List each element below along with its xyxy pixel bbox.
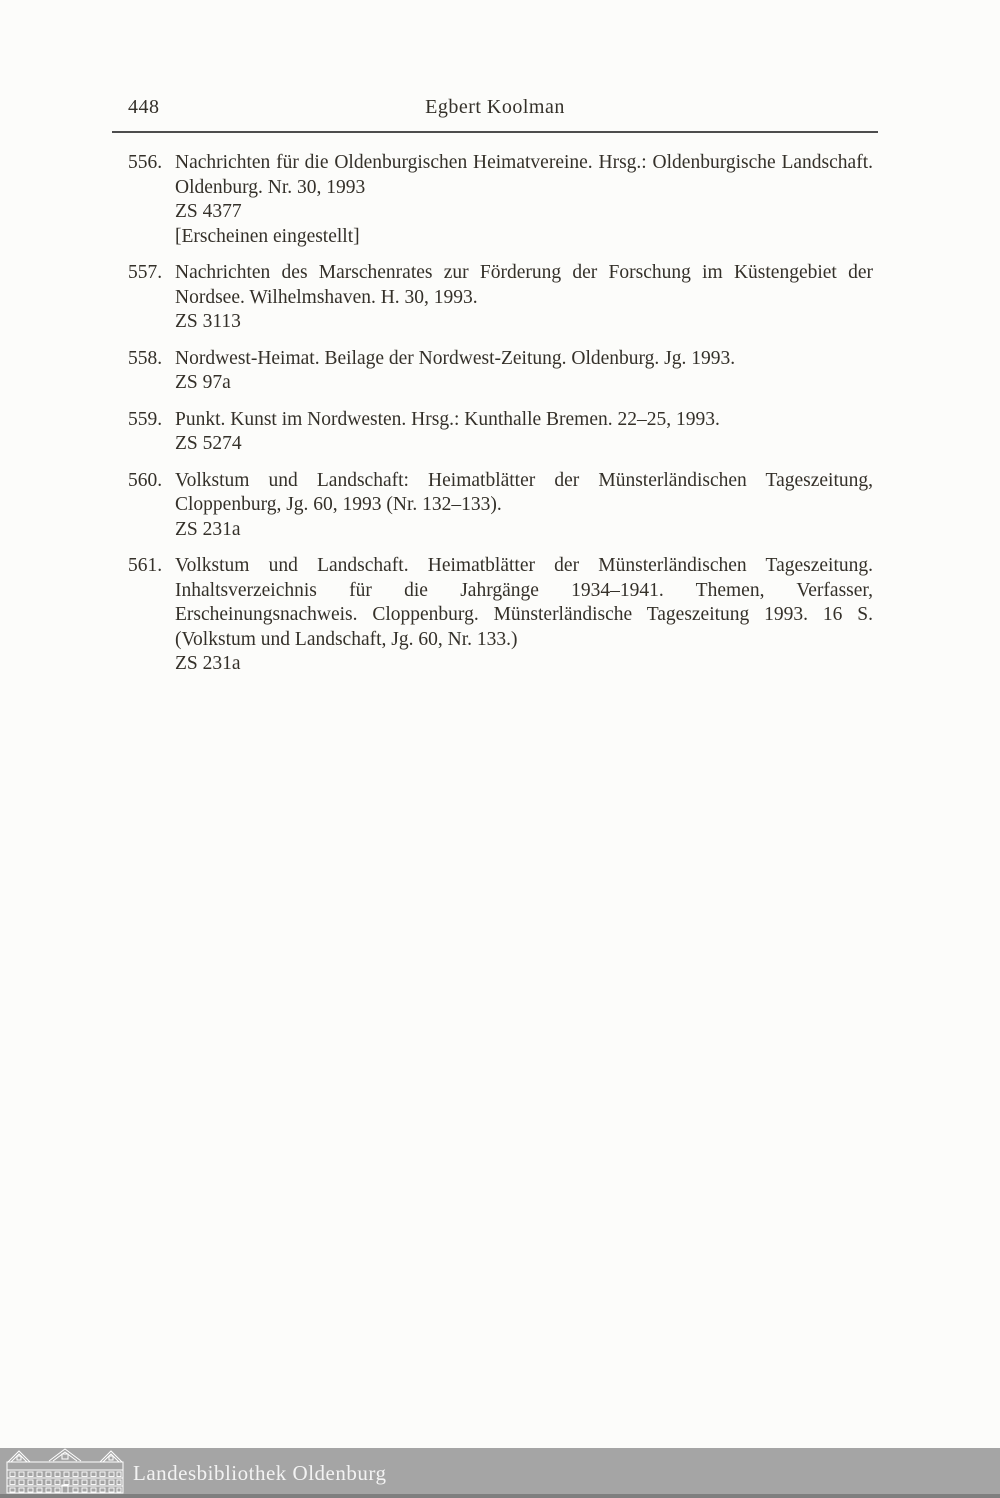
page-header: [112, 96, 878, 133]
bibliography-entry: [128, 151, 873, 249]
entry-shelfmark: ZS 5274: [175, 433, 242, 454]
bibliography-entry: [128, 347, 873, 396]
entry-number: 561.: [128, 555, 163, 576]
entry-citation: Nordwest-Heimat. Beilage der Nordwest-Zeitung. Oldenburg. Jg. 1993.: [175, 347, 736, 369]
entry-shelfmark: ZS 3113: [175, 311, 241, 332]
library-building-icon: [5, 1448, 125, 1494]
entry-body: [175, 554, 873, 677]
library-name-label: Landesbibliothek Oldenburg: [133, 1461, 387, 1485]
bibliography-entry: [128, 554, 873, 677]
entry-number: 559.: [128, 408, 163, 430]
entry-number: 556.: [128, 152, 163, 173]
entry-shelfmark: ZS 231a: [175, 653, 241, 674]
entry-number: 560.: [128, 469, 163, 491]
entry-note: [Erscheinen eingestellt]: [175, 225, 360, 247]
entry-shelfmark: ZS 231a: [175, 518, 241, 540]
bibliography-entry: [128, 261, 873, 335]
bibliography-entry: [128, 408, 873, 457]
entry-citation: Nachrichten für die Oldenburgischen Heimatvereine. Hrsg.: Oldenburgische Landschaft. Oldenburg. Nr. 30, 1993: [175, 152, 873, 198]
page-number: 448: [128, 96, 160, 118]
bibliography-entry: [128, 469, 873, 543]
bibliography-list: [128, 151, 873, 689]
library-footer-bar: [0, 1448, 1000, 1498]
entry-shelfmark: ZS 4377: [175, 201, 242, 222]
entry-citation: Volkstum und Landschaft: Heimatblätter der Münsterländischen Tageszeitung, Cloppenburg, Jg. 60, 1993 (Nr. 132–133).: [175, 469, 873, 515]
entry-citation: Punkt. Kunst im Nordwesten. Hrsg.: Kunthalle Bremen. 22–25, 1993.: [175, 408, 720, 430]
header-row: [112, 96, 878, 120]
entry-citation: Volkstum und Landschaft. Heimatblätter der Münsterländischen Tageszeitung. Inhaltsverzeichnis für die Jahrgänge 1934–1941. Themen, Verfasser, Erscheinungsnachweis. Cloppenburg. Münsterländische Tageszeitung 1993. 16 S. (Volkstum und Landschaft, Jg. 60, Nr. 133.): [175, 555, 873, 650]
entry-citation: Nachrichten des Marschenrates zur Förderung der Forschung im Küstengebiet der Nordsee. Wilhelmshaven. H. 30, 1993.: [175, 262, 873, 308]
running-title: Egbert Koolman: [425, 96, 565, 118]
footer-bottom-strip: [0, 1494, 1000, 1498]
entry-body: [175, 347, 873, 396]
entry-body: [175, 408, 873, 457]
entry-shelfmark: ZS 97a: [175, 372, 231, 393]
entry-body: [175, 469, 873, 543]
entry-body: [175, 261, 873, 335]
entry-number: 557.: [128, 262, 163, 283]
entry-number: 558.: [128, 347, 163, 369]
entry-body: [175, 151, 873, 249]
